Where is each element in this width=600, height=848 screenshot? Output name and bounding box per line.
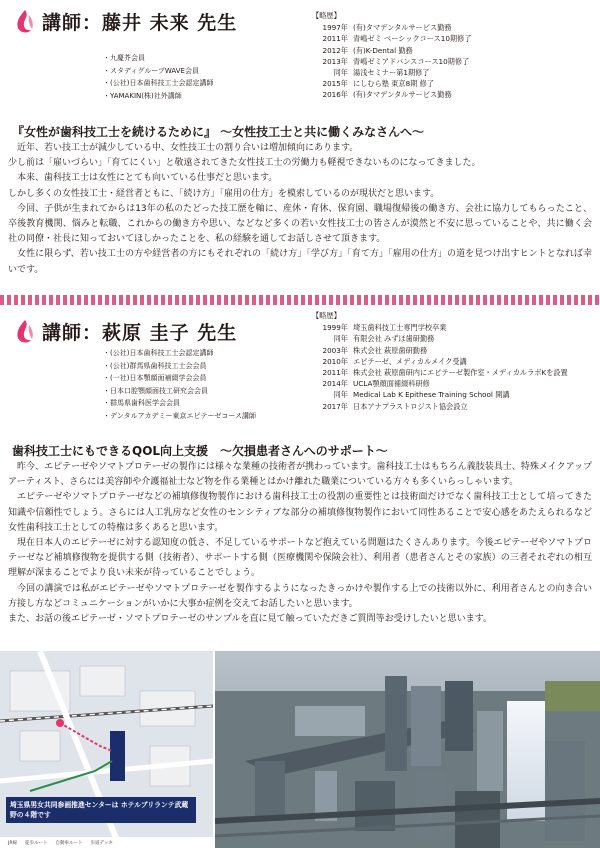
speaker-1-lecture-body xyxy=(8,141,592,278)
career-row: 1999年 埼玉歯科技工士専門学校卒業 xyxy=(322,323,447,333)
career-row: 2011年 青嶋ゼミ ベーシックコース10期修了 xyxy=(322,34,472,44)
career-row: 同年 有限会社 みずほ歯研勤務 xyxy=(333,334,435,344)
membership-item: ・ 群馬県歯科医学会会員 xyxy=(103,397,256,410)
body-paragraph: 今回の講演では私がエピテーゼやソマトプロテーゼを製作するようになったきっかけや製作する上での技術以外に、利用者さんとの向き合い方接し方などコミュニケーションがいかに大事か症例を交えてお話したいと思います。 xyxy=(8,583,592,609)
city-illustration xyxy=(215,651,600,848)
membership-item: ・ スタディグループWAVE会員 xyxy=(103,65,213,78)
body-paragraph: 今回、子供が生まれてからは13年の私のたどった技工歴を軸に、産休・育休、保育園、職場復帰後の働き方、会社に協力してもらったこと、卒後教育機関、悩みと転職、これからの働き方や思い、などなど多くの若い女性技工士の皆さんが漠然と不安に思っていることや、共に働く会社の同僚・社長に知っておいてほしかったことを、私の経験を通してお話しさせて頂きます。 xyxy=(8,203,592,245)
career-row: 同年 湯浅セミナー第1期修了 xyxy=(333,68,430,78)
body-paragraph: 本来、歯科技工士は女性にとても向いている仕事だと思います。 xyxy=(17,173,278,184)
speaker-1-name: 講師：藤井 未来 先生 xyxy=(42,12,238,34)
body-paragraph: 昨今、エピテーゼやソマトプロテーゼの製作には様々な業種の技術者が携わっています。歯科技工士はもちろん義肢装具士、特殊メイクアップアーティスト、さらには美容師や介護福祉士など物を作る業種とはかけ離れた職業についている方々も多くいらっしゃいます。 xyxy=(8,462,592,488)
membership-item: ・ (公社)日本歯科技工士会認定講師 xyxy=(103,347,256,360)
membership-item: ・ (公社)群馬県歯科技工士会会員 xyxy=(103,360,256,373)
speaker-2-lecture-body xyxy=(8,460,592,627)
career-row: 2014年 UCLA顎顔面補綴科研修 xyxy=(322,379,430,389)
career-row: 1997年 (有)タマデンタルサービス勤務 xyxy=(322,23,452,33)
career-row: 同年 Medical Lab K Epithese Training School 開講 xyxy=(333,390,510,400)
career-row: 2015年 にしむら塾 東京8期 修了 xyxy=(322,79,435,89)
body-paragraph: 女性に限らず、若い技工士の方や経営者の方にもそれぞれの「続け方」「学び方」「育て方」「雇用の仕方」の道を見つけ出すヒントとなれば幸いです。 xyxy=(8,249,592,275)
speaker-2-name: 講師：萩原 圭子 先生 xyxy=(42,322,238,344)
aerial-city-photo xyxy=(215,651,600,848)
speaker-2-header xyxy=(14,318,237,345)
career-row: 2012年 (有)K-Dental 勤務 xyxy=(322,45,413,55)
membership-item: ・ (公社)日本歯科技工士会認定講師 xyxy=(103,77,213,90)
body-paragraph: 少し前は「雇いづらい」「育てにくい」と敬遠されてきた女性技工士の労働力も軽視できないものになってきました。 xyxy=(8,158,481,169)
section-divider xyxy=(0,295,600,305)
speaker-1-lecture-title: 『女性が歯科技工士を続けるために』 ～女性技工士と共に働くみなさんへ～ xyxy=(12,125,424,139)
speaker-1-header xyxy=(14,8,237,35)
legend-item: 自動車ルート xyxy=(55,840,83,846)
body-paragraph: また、お話の後エピテーゼ・ソマトプロテーゼのサンプルを直に見て触っていただきご質問等お受けしたいと思います。 xyxy=(8,614,492,625)
legend-item: JR線 xyxy=(8,840,17,846)
speaker-1-memberships xyxy=(103,52,213,102)
speaker-2-memberships xyxy=(103,347,256,422)
career-row: 2017年 日本アナプラストロジスト協会設立 xyxy=(322,401,468,411)
body-paragraph: 現在日本人のエピテーゼに対する認知度の低さ、不足しているサポートなど抱えている問題はたくさんあります。今後エピテーゼやソマトプロテーゼなど補填修復物を提供する側（技術者）、サポートする側（医療機関や保険会社）、利用者（患者さんとその家族）の三者それぞれの相互理解が深まることでより良い未来が待っていることでしょう。 xyxy=(8,538,592,579)
speaker-2-lecture-title: 歯科技工士にもできるQOL向上支援 ～欠損患者さんへのサポート～ xyxy=(12,444,388,458)
flame-icon xyxy=(14,9,36,35)
membership-item: ・ (一社)日本顎顔面補綴学会会員 xyxy=(103,372,256,385)
career-row: 2010年 エピテーゼ、メディカルメイク受講 xyxy=(322,356,467,366)
legend-item: 徒歩ルート xyxy=(24,840,48,846)
speaker-1-career xyxy=(312,10,471,101)
map-caption: 埼玉県男女共同参画推進センターは ホテルブリランテ武蔵野の４階です xyxy=(6,797,196,823)
legend-item: 歩道デッキ xyxy=(90,840,113,846)
body-paragraph: 近年、若い技工士が減少している中、女性技工士の割り合いは増加傾向にあります。 xyxy=(17,143,359,153)
career-title: 【略歴】 xyxy=(312,11,341,20)
career-row: 2016年 (有)タマデンタルサービス勤務 xyxy=(322,90,452,100)
membership-item: ・ 九慶芥会員 xyxy=(103,52,213,65)
body-paragraph: エピテーゼやソマトプロテーゼなどの補填修復物製作における歯科技工士の役割の重要性とは技術面だけでなく歯科技工士として培ってきた知識や信頼性でしょう。さらには人工乳房など女性のセンシティブな部分の補填修復物製作において同性あることで安心感をあたえられるなど女性歯科技工士としての特権は多くあると思います。 xyxy=(8,492,592,533)
career-row: 2013年 青嶋ゼミアドバンスコース10期修了 xyxy=(322,56,470,66)
membership-item: ・ YAMAKIN(株)社外講師 xyxy=(103,90,213,103)
flame-icon xyxy=(14,319,36,345)
membership-item: ・ デンタルアカデミー東京エピテーゼコース講師 xyxy=(103,410,256,423)
career-row: 2011年 株式会社 萩原歯研内にエピテーゼ製作室・メディカルラボKを設置 xyxy=(322,368,568,378)
membership-item: ・ 日本口腔顎顔面技工研究会会員 xyxy=(103,385,256,398)
career-row: 2003年 株式会社 萩原歯研勤務 xyxy=(322,345,428,355)
speaker-2-career xyxy=(312,310,568,412)
access-map xyxy=(0,651,213,848)
body-paragraph: しかし多くの女性技工士・経営者ともに、「続け方」「雇用の仕方」を模索しているのが現状だと思います。 xyxy=(8,188,440,199)
career-title: 【略歴】 xyxy=(312,311,341,320)
map-legend xyxy=(0,837,213,848)
